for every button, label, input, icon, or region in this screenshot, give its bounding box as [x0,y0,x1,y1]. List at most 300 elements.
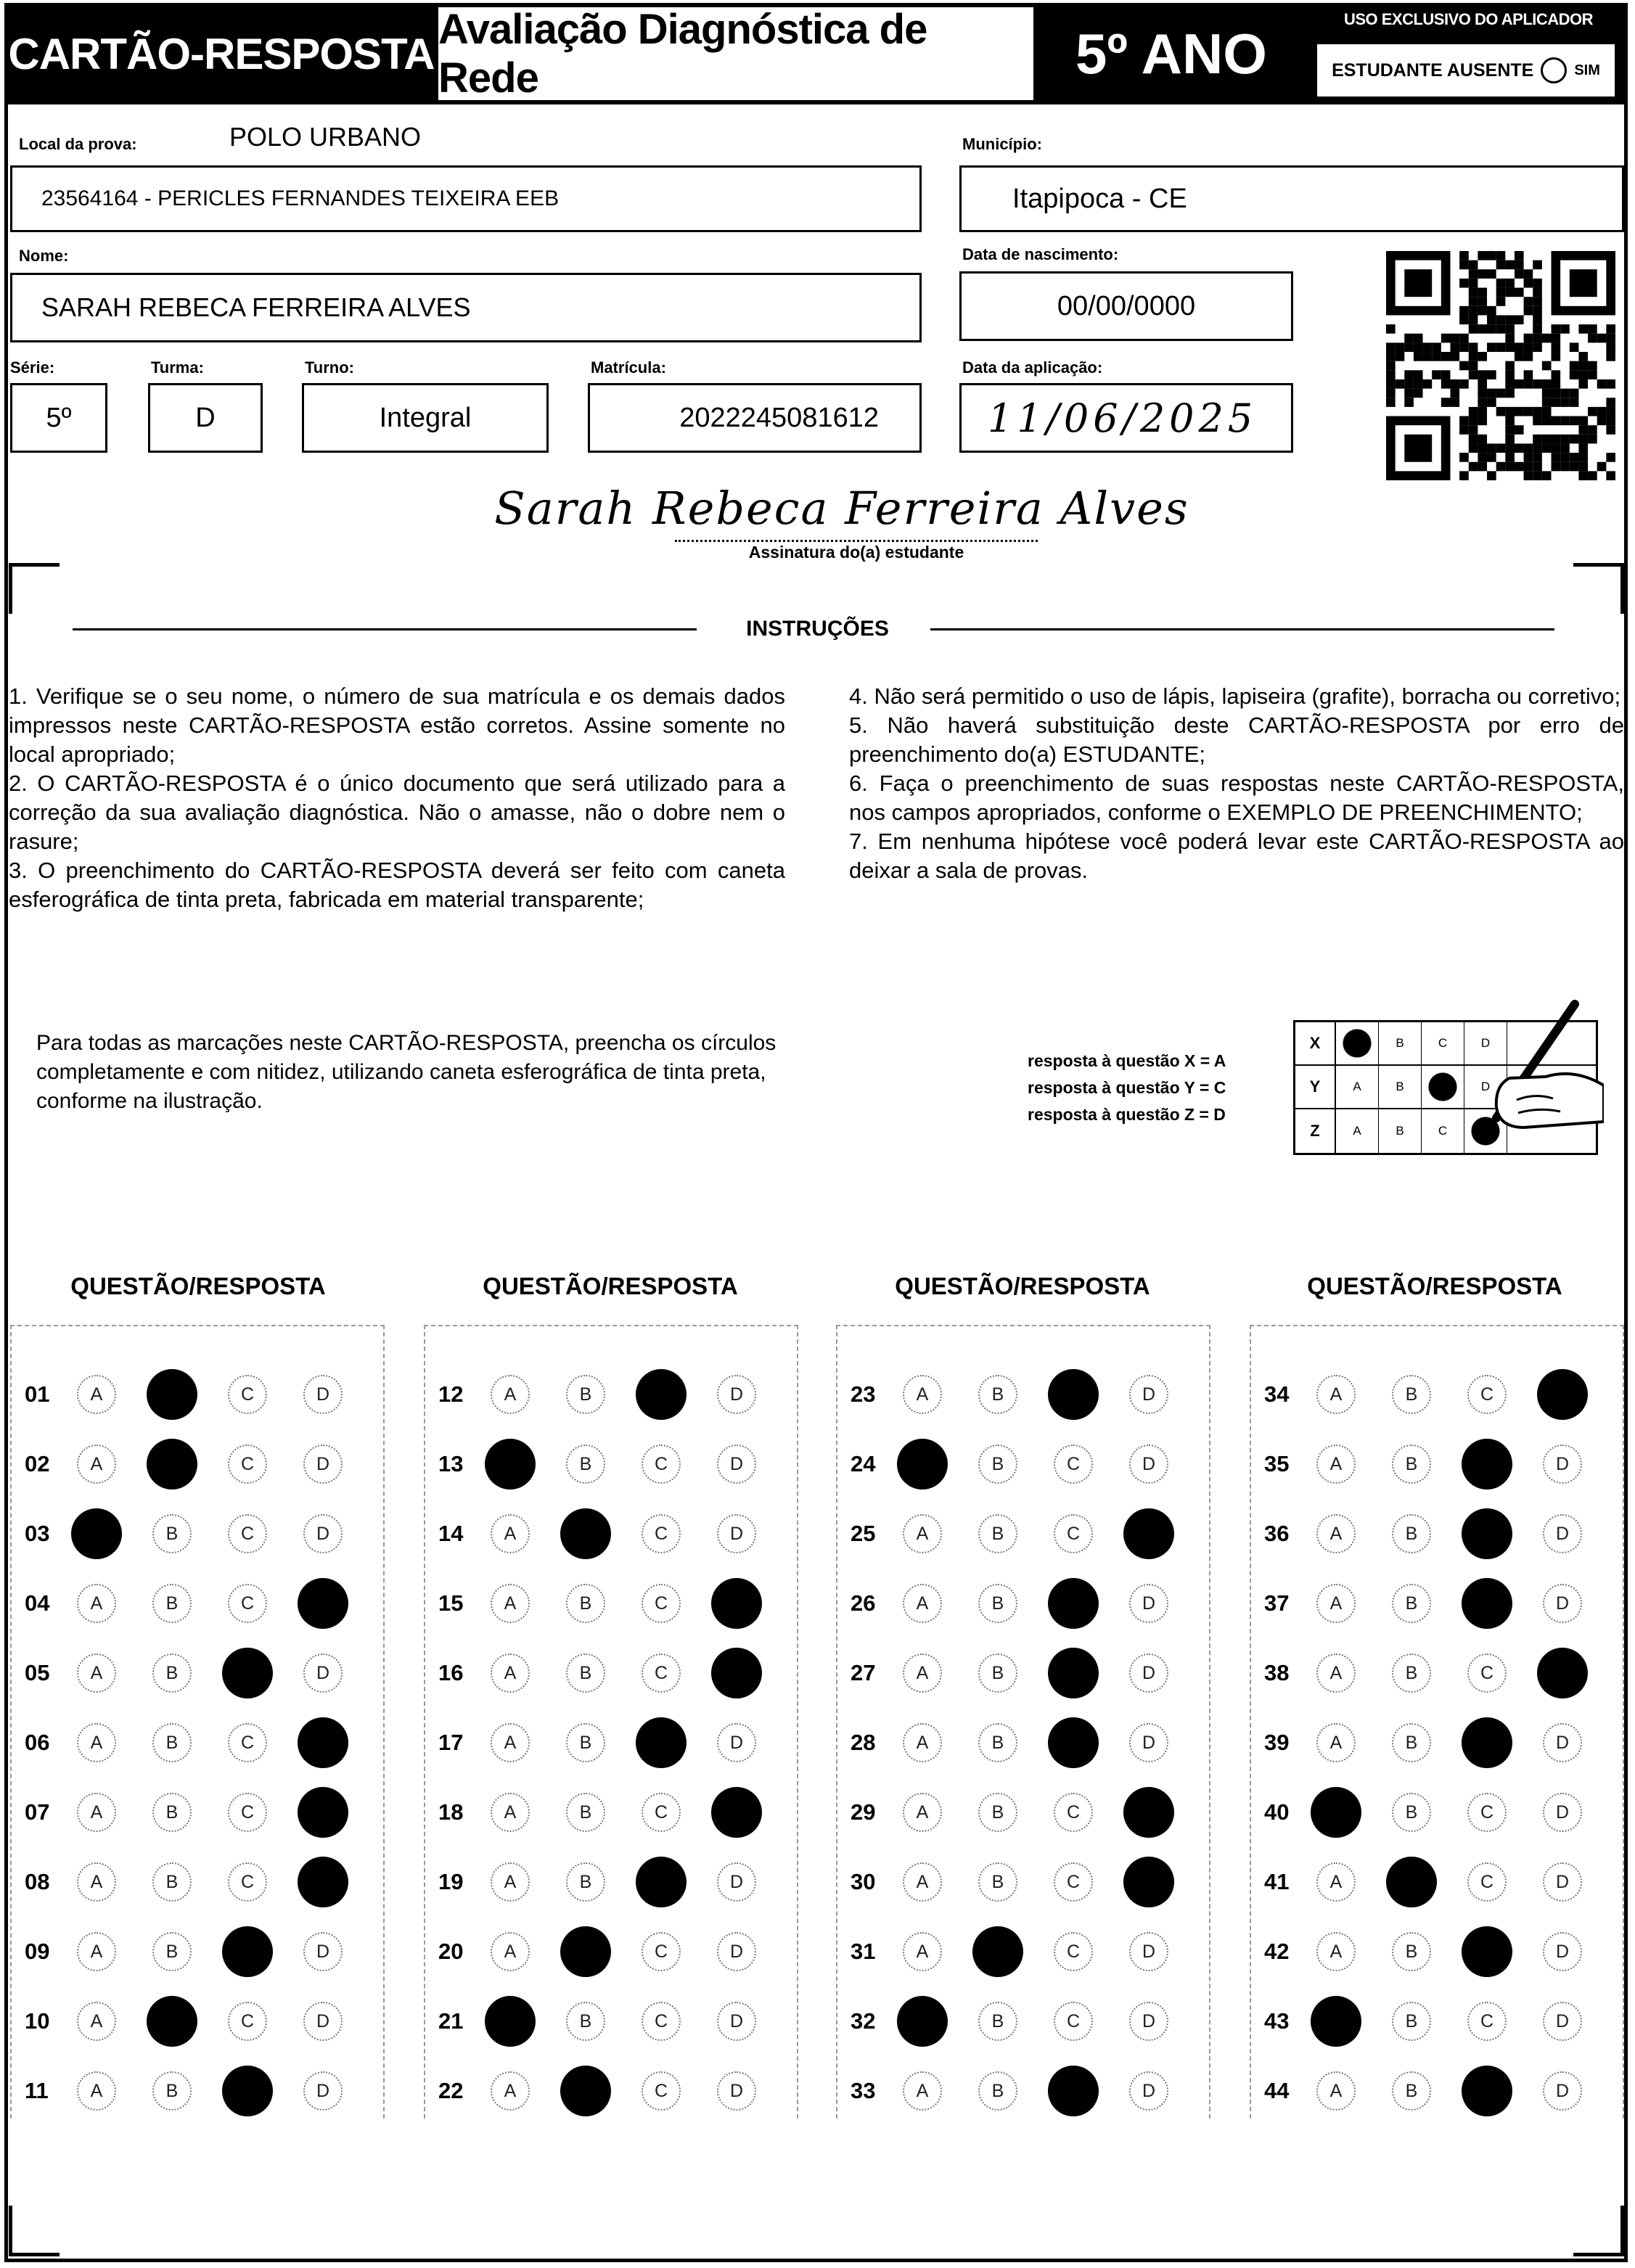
example-bubble-b: B [1379,1022,1422,1064]
answer-bubble-c[interactable] [1462,1578,1512,1629]
answer-bubble-c[interactable]: C [1054,2002,1093,2041]
answer-bubble-c[interactable]: C [642,1584,681,1623]
answer-bubble-a[interactable]: A [903,1375,942,1414]
answer-bubble-b[interactable]: B [978,2002,1017,2041]
answers-heading: QUESTÃO/RESPOSTA [70,1273,326,1299]
answer-bubble-d[interactable]: D [717,1514,756,1553]
example-line: resposta à questão Z = D [1028,1105,1226,1124]
answer-bubble-c[interactable] [1048,1717,1099,1768]
question-number: 17 [438,1730,464,1755]
answer-bubble-b[interactable] [560,2066,611,2116]
answer-bubble-c[interactable] [222,2066,273,2116]
answer-bubble-c[interactable]: C [228,1445,267,1484]
answer-row [425,2000,797,2043]
answer-bubble-b[interactable]: B [1392,2002,1431,2041]
question-number: 35 [1264,1451,1290,1476]
answer-column [1250,1325,1624,2119]
answer-bubble-c[interactable] [1048,1648,1099,1698]
city-label: Município: [962,135,1042,153]
answer-bubble-b[interactable]: B [566,1793,605,1832]
answer-bubble-c[interactable] [222,1926,273,1977]
answer-bubble-d[interactable]: D [1543,1862,1582,1902]
answer-bubble-d[interactable]: D [1129,1584,1168,1623]
answer-bubble-a[interactable]: A [77,2071,116,2111]
answer-bubble-b[interactable]: B [1392,1723,1431,1762]
answer-row [837,1582,1209,1625]
answer-bubble-a[interactable]: A [903,1793,942,1832]
answer-bubble-d[interactable]: D [303,1932,343,1971]
answer-bubble-c[interactable]: C [1054,1514,1093,1553]
answer-row [1251,1721,1623,1764]
example-bubble-c: C [1422,1022,1464,1064]
answer-bubble-a[interactable]: A [491,1514,530,1553]
answer-row [12,1582,383,1625]
answer-bubble-c[interactable] [222,1648,273,1698]
answer-bubble-d[interactable]: D [303,1445,343,1484]
answers-heading: QUESTÃO/RESPOSTA [895,1273,1150,1299]
answer-bubble-a[interactable]: A [1316,1445,1356,1484]
answer-bubble-d[interactable] [298,1787,348,1838]
name-label: Nome: [19,247,69,265]
answer-row [12,1791,383,1834]
answer-bubble-b[interactable]: B [978,1793,1017,1832]
answer-bubble-a[interactable] [485,1996,536,2047]
answer-row [837,1791,1209,1834]
shift-field [302,383,549,453]
signature-label: Assinatura do(a) estudante [748,543,964,562]
answer-bubble-a[interactable]: A [903,1584,942,1623]
answer-bubble-a[interactable] [897,1996,948,2047]
answer-row [1251,1373,1623,1416]
answer-bubble-a[interactable]: A [1316,1514,1356,1553]
answer-bubble-b[interactable] [1386,1857,1437,1907]
answer-bubble-a[interactable]: A [1316,1862,1356,1902]
answer-bubble-c[interactable] [1048,1578,1099,1629]
answer-bubble-d[interactable] [711,1787,762,1838]
answer-bubble-c[interactable]: C [1054,1932,1093,1971]
answer-bubble-d[interactable] [711,1578,762,1629]
answer-bubble-a[interactable]: A [77,1862,116,1902]
question-number: 24 [851,1451,876,1476]
answer-bubble-d[interactable]: D [303,2071,343,2111]
answer-bubble-d[interactable]: D [1543,1932,1582,1971]
answer-bubble-c[interactable]: C [1467,2002,1507,2041]
instruction-item: 1. Verifique se o seu nome, o número de sua matrícula e os demais dados impressos neste CARTÃO-RESPOSTA estão corretos. Assine somente no local apropriado; [9,683,785,767]
answer-bubble-c[interactable]: C [642,2002,681,2041]
answer-bubble-b[interactable]: B [152,1723,192,1762]
answer-bubble-c[interactable]: C [228,1723,267,1762]
answer-bubble-c[interactable]: C [642,2071,681,2111]
answer-bubble-b[interactable]: B [566,2002,605,2041]
qr-code [1386,251,1615,480]
question-number: 11 [25,2078,49,2103]
answer-row [1251,1930,1623,1973]
answer-bubble-c[interactable] [1048,1369,1099,1420]
answer-bubble-c[interactable] [1462,1926,1512,1977]
answer-row [12,2000,383,2043]
answer-bubble-a[interactable]: A [903,1653,942,1693]
answer-bubble-a[interactable]: A [77,1653,116,1693]
answer-bubble-b[interactable]: B [566,1723,605,1762]
answer-bubble-d[interactable]: D [1129,1723,1168,1762]
answer-bubble-a[interactable]: A [491,1862,530,1902]
example-line: resposta à questão X = A [1028,1051,1226,1070]
answer-bubble-d[interactable]: D [717,1932,756,1971]
answer-bubble-c[interactable]: C [642,1514,681,1553]
question-number: 10 [25,2008,50,2034]
grade-field [10,383,107,453]
answer-row [425,1860,797,1904]
answer-bubble-b[interactable] [147,1369,197,1420]
question-number: 25 [851,1521,876,1546]
question-number: 22 [438,2078,464,2103]
answer-bubble-a[interactable]: A [77,1584,116,1623]
answer-bubble-c[interactable] [1462,1439,1512,1490]
birth-field [959,271,1293,341]
local-field [10,165,922,232]
card-title: CARTÃO-RESPOSTA [4,3,438,104]
birth-value: 00/00/0000 [1057,290,1196,321]
example-question: Y [1295,1066,1336,1108]
grade-badge: 5º ANO [1033,3,1309,104]
answer-bubble-c[interactable]: C [642,1445,681,1484]
answer-bubble-b[interactable] [972,1926,1023,1977]
answer-bubble-d[interactable] [1537,1648,1588,1698]
answer-bubble-a[interactable]: A [491,1375,530,1414]
instruction-item: 7. Em nenhuma hipótese você poderá levar este CARTÃO-RESPOSTA ao deixar a sala de provas. [849,829,1624,883]
answer-bubble-b[interactable]: B [152,1514,192,1553]
absent-checkbox[interactable] [1541,57,1567,83]
answer-bubble-a[interactable]: A [491,1723,530,1762]
pen-hand-icon [1466,998,1604,1143]
answer-row [837,1512,1209,1556]
answer-bubble-c[interactable] [636,1369,687,1420]
answer-bubble-c[interactable] [1462,1508,1512,1559]
answer-bubble-b[interactable]: B [978,1862,1017,1902]
question-number: 23 [851,1381,876,1407]
answer-bubble-d[interactable]: D [303,1653,343,1693]
answer-bubble-b[interactable]: B [566,1862,605,1902]
answers-heading: QUESTÃO/RESPOSTA [483,1273,738,1299]
answer-bubble-d[interactable] [298,1857,348,1907]
question-number: 28 [851,1730,876,1755]
answer-bubble-a[interactable]: A [903,1862,942,1902]
answer-row [12,1651,383,1695]
answer-row [837,1373,1209,1416]
answer-bubble-d[interactable]: D [717,2071,756,2111]
answer-column [836,1325,1210,2119]
answer-bubble-b[interactable]: B [1392,1375,1431,1414]
answer-bubble-b[interactable]: B [978,1445,1017,1484]
answer-bubble-d[interactable]: D [1543,1584,1582,1623]
question-number: 01 [25,1381,50,1407]
answer-bubble-c[interactable]: C [228,1375,267,1414]
question-number: 31 [851,1939,876,1964]
shift-label: Turno: [305,358,355,377]
answer-bubble-b[interactable]: B [152,1584,192,1623]
answer-row [837,1651,1209,1695]
answer-bubble-d[interactable] [1537,1369,1588,1420]
answers-heading: QUESTÃO/RESPOSTA [1307,1273,1562,1299]
answer-row [1251,2069,1623,2113]
question-number: 29 [851,1799,876,1825]
question-number: 30 [851,1869,876,1894]
answer-bubble-a[interactable]: A [491,1584,530,1623]
answer-bubble-c[interactable] [1462,2066,1512,2116]
answer-bubble-a[interactable]: A [77,1723,116,1762]
instruction-item: 3. O preenchimento do CARTÃO-RESPOSTA deverá ser feito com caneta esferográfica de tinta preta, fabricada em material transparente; [9,858,785,912]
instructions-left [9,682,785,914]
marking-note: Para todas as marcações neste CARTÃO-RESPOSTA, preencha os círculos completamente e com nitidez, utilizando caneta esferográfica de tinta preta, conforme na ilustração. [36,1031,776,1113]
answer-bubble-c[interactable]: C [642,1653,681,1693]
answer-bubble-a[interactable]: A [1316,1653,1356,1693]
answer-bubble-c[interactable]: C [1054,1862,1093,1902]
question-number: 40 [1264,1799,1290,1825]
answer-bubble-d[interactable]: D [717,2002,756,2041]
answer-row [425,1512,797,1556]
answer-bubble-a[interactable]: A [77,1375,116,1414]
grade-label: Série: [10,358,55,377]
answer-bubble-d[interactable]: D [1129,1653,1168,1693]
answer-bubble-a[interactable] [897,1439,948,1490]
answer-bubble-b[interactable]: B [1392,1793,1431,1832]
absent-label: ESTUDANTE AUSENTE [1332,59,1534,81]
answer-row [1251,1512,1623,1556]
answer-row [12,1373,383,1416]
answer-bubble-c[interactable]: C [228,1514,267,1553]
answer-bubble-a[interactable]: A [1316,1375,1356,1414]
answer-bubble-a[interactable]: A [491,2071,530,2111]
answer-bubble-b[interactable] [560,1508,611,1559]
answer-row [425,2069,797,2113]
answer-bubble-d[interactable]: D [1129,1375,1168,1414]
local-label: Local da prova: [19,135,137,153]
answer-bubble-d[interactable]: D [717,1375,756,1414]
apply-date-label: Data da aplicação: [962,358,1103,377]
question-number: 34 [1264,1381,1290,1407]
answer-bubble-d[interactable] [1123,1787,1174,1838]
corner-mark-bl [9,2206,60,2256]
corner-mark-tr [1573,563,1624,614]
answer-bubble-b[interactable] [147,1439,197,1490]
question-number: 08 [25,1869,50,1894]
answer-bubble-d[interactable] [711,1648,762,1698]
answer-row [12,1860,383,1904]
answer-bubble-b[interactable]: B [566,1653,605,1693]
question-number: 39 [1264,1730,1290,1755]
question-number: 36 [1264,1521,1290,1546]
answer-bubble-d[interactable]: D [1543,2002,1582,2041]
answer-bubble-d[interactable]: D [1129,1932,1168,1971]
answer-bubble-c[interactable]: C [1467,1793,1507,1832]
answer-bubble-b[interactable]: B [1392,1514,1431,1553]
answer-bubble-d[interactable]: D [1543,1723,1582,1762]
answer-bubble-a[interactable]: A [903,1514,942,1553]
answer-bubble-b[interactable]: B [152,1932,192,1971]
answer-bubble-b[interactable]: B [1392,1932,1431,1971]
answer-bubble-b[interactable]: B [978,2071,1017,2111]
answer-row [837,1860,1209,1904]
question-number: 33 [851,2078,876,2103]
apply-date-value: 11/06/2025 [988,395,1258,441]
answer-bubble-b[interactable]: B [978,1584,1017,1623]
answer-bubble-b[interactable]: B [1392,2071,1431,2111]
question-number: 18 [438,1799,464,1825]
answer-bubble-d[interactable]: D [1129,2002,1168,2041]
enroll-label: Matrícula: [591,358,666,377]
answer-bubble-c[interactable]: C [1054,1445,1093,1484]
example-bubble-a: A [1336,1109,1379,1153]
answer-bubble-c[interactable]: C [228,1793,267,1832]
example-bubble-d: D [1464,1022,1507,1064]
question-number: 38 [1264,1660,1290,1685]
corner-mark-br [1573,2206,1624,2256]
local-value: 23564164 - PERICLES FERNANDES TEIXEIRA EEB [41,186,560,210]
answer-row [425,1651,797,1695]
question-number: 06 [25,1730,50,1755]
answer-bubble-c[interactable]: C [1467,1653,1507,1693]
answer-bubble-d[interactable]: D [1543,2071,1582,2111]
answer-bubble-a[interactable]: A [903,1723,942,1762]
question-number: 20 [438,1939,464,1964]
answer-bubble-a[interactable] [71,1508,122,1559]
answer-bubble-b[interactable]: B [978,1514,1017,1553]
answer-bubble-d[interactable]: D [1129,2071,1168,2111]
answer-bubble-d[interactable]: D [303,2002,343,2041]
answer-bubble-a[interactable] [1311,1787,1361,1838]
answer-column [424,1325,798,2119]
answer-bubble-a[interactable]: A [77,1793,116,1832]
answer-bubble-c[interactable] [1048,2066,1099,2116]
instruction-item: 5. Não haverá substituição deste CARTÃO-RESPOSTA por erro de preenchimento do(a) ESTUDANTE; [849,712,1624,767]
answer-bubble-a[interactable]: A [77,1932,116,1971]
example-bubble-a: A [1336,1066,1379,1108]
question-number: 27 [851,1660,876,1685]
question-number: 43 [1264,2008,1290,2034]
answer-bubble-c[interactable] [636,1857,687,1907]
question-number: 26 [851,1590,876,1616]
applicator-only-label: USO EXCLUSIVO DO APLICADOR [1343,10,1594,28]
answer-bubble-d[interactable]: D [717,1445,756,1484]
answer-bubble-b[interactable] [560,1926,611,1977]
answer-bubble-c[interactable] [636,1717,687,1768]
answer-bubble-c[interactable]: C [228,2002,267,2041]
name-value: SARAH REBECA FERREIRA ALVES [41,292,471,322]
class-value: D [195,402,216,433]
answer-bubble-b[interactable]: B [566,1584,605,1623]
answer-bubble-c[interactable] [1462,1717,1512,1768]
answer-bubble-b[interactable]: B [152,1862,192,1902]
answer-bubble-b[interactable]: B [978,1653,1017,1693]
answer-bubble-b[interactable]: B [152,2071,192,2111]
question-number: 16 [438,1660,464,1685]
example-question: Z [1295,1109,1336,1153]
answer-bubble-a[interactable]: A [1316,1723,1356,1762]
answer-bubble-a[interactable] [485,1439,536,1490]
answer-bubble-b[interactable]: B [1392,1653,1431,1693]
answer-bubble-d[interactable]: D [1543,1514,1582,1553]
answer-bubble-a[interactable]: A [491,1793,530,1832]
answer-bubble-a[interactable]: A [1316,2071,1356,2111]
shift-value: Integral [379,402,472,433]
answer-bubble-d[interactable]: D [717,1723,756,1762]
answer-row [425,1930,797,1973]
answer-row [837,2000,1209,2043]
answer-bubble-d[interactable]: D [303,1375,343,1414]
answer-bubble-d[interactable]: D [303,1514,343,1553]
answer-bubble-b[interactable]: B [978,1723,1017,1762]
question-number: 21 [438,2008,464,2034]
answer-row [1251,1651,1623,1695]
answer-bubble-b[interactable]: B [566,1445,605,1484]
answer-bubble-c[interactable]: C [1054,1793,1093,1832]
answer-bubble-a[interactable]: A [77,1445,116,1484]
answer-bubble-a[interactable]: A [491,1653,530,1693]
answer-bubble-b[interactable]: B [1392,1584,1431,1623]
signature-line [675,540,1038,542]
absent-box [1315,42,1617,99]
answer-row [425,1442,797,1486]
answer-bubble-c[interactable]: C [228,1862,267,1902]
example-line: resposta à questão Y = C [1028,1078,1226,1097]
enroll-value: 2022245081612 [679,402,879,433]
question-number: 07 [25,1799,50,1825]
answer-bubble-d[interactable]: D [717,1862,756,1902]
answer-bubble-d[interactable] [298,1717,348,1768]
answer-bubble-d[interactable] [298,1578,348,1629]
grade-value: 5º [46,402,72,433]
answer-row [1251,1582,1623,1625]
answer-bubble-a[interactable]: A [1316,1932,1356,1971]
answer-bubble-a[interactable]: A [491,1932,530,1971]
answer-bubble-a[interactable] [1311,1996,1361,2047]
answer-bubble-a[interactable]: A [1316,1584,1356,1623]
student-signature: Sarah Rebeca Ferreira Alves [494,482,1189,535]
answer-bubble-b[interactable]: B [978,1375,1017,1414]
answer-column [10,1325,385,2119]
local-region: POLO URBANO [229,122,422,152]
answer-bubble-b[interactable]: B [152,1793,192,1832]
answer-row [837,1721,1209,1764]
answer-bubble-a[interactable]: A [903,2071,942,2111]
answer-row [1251,1860,1623,1904]
answer-bubble-d[interactable] [1123,1508,1174,1559]
answer-bubble-c[interactable]: C [1467,1862,1507,1902]
answer-bubble-a[interactable]: A [903,1932,942,1971]
answer-row [12,1721,383,1764]
answer-bubble-c[interactable]: C [228,1584,267,1623]
answer-bubble-d[interactable]: D [1543,1445,1582,1484]
answer-bubble-b[interactable] [147,1996,197,2047]
answer-bubble-d[interactable]: D [1129,1445,1168,1484]
answer-bubble-c[interactable]: C [642,1932,681,1971]
answer-bubble-c[interactable]: C [642,1793,681,1832]
answer-bubble-a[interactable]: A [77,2002,116,2041]
exam-title: Avaliação Diagnóstica de Rede [438,3,1033,104]
answer-bubble-c[interactable]: C [1467,1375,1507,1414]
answer-bubble-d[interactable]: D [1543,1793,1582,1832]
answer-bubble-b[interactable]: B [152,1653,192,1693]
answer-bubble-b[interactable]: B [566,1375,605,1414]
question-number: 41 [1264,1869,1290,1894]
answer-bubble-d[interactable] [1123,1857,1174,1907]
question-number: 14 [438,1521,464,1546]
answer-row [12,2069,383,2113]
question-number: 19 [438,1869,464,1894]
answer-bubble-b[interactable]: B [1392,1445,1431,1484]
question-number: 12 [438,1381,464,1407]
example-bubble-a [1336,1022,1379,1064]
